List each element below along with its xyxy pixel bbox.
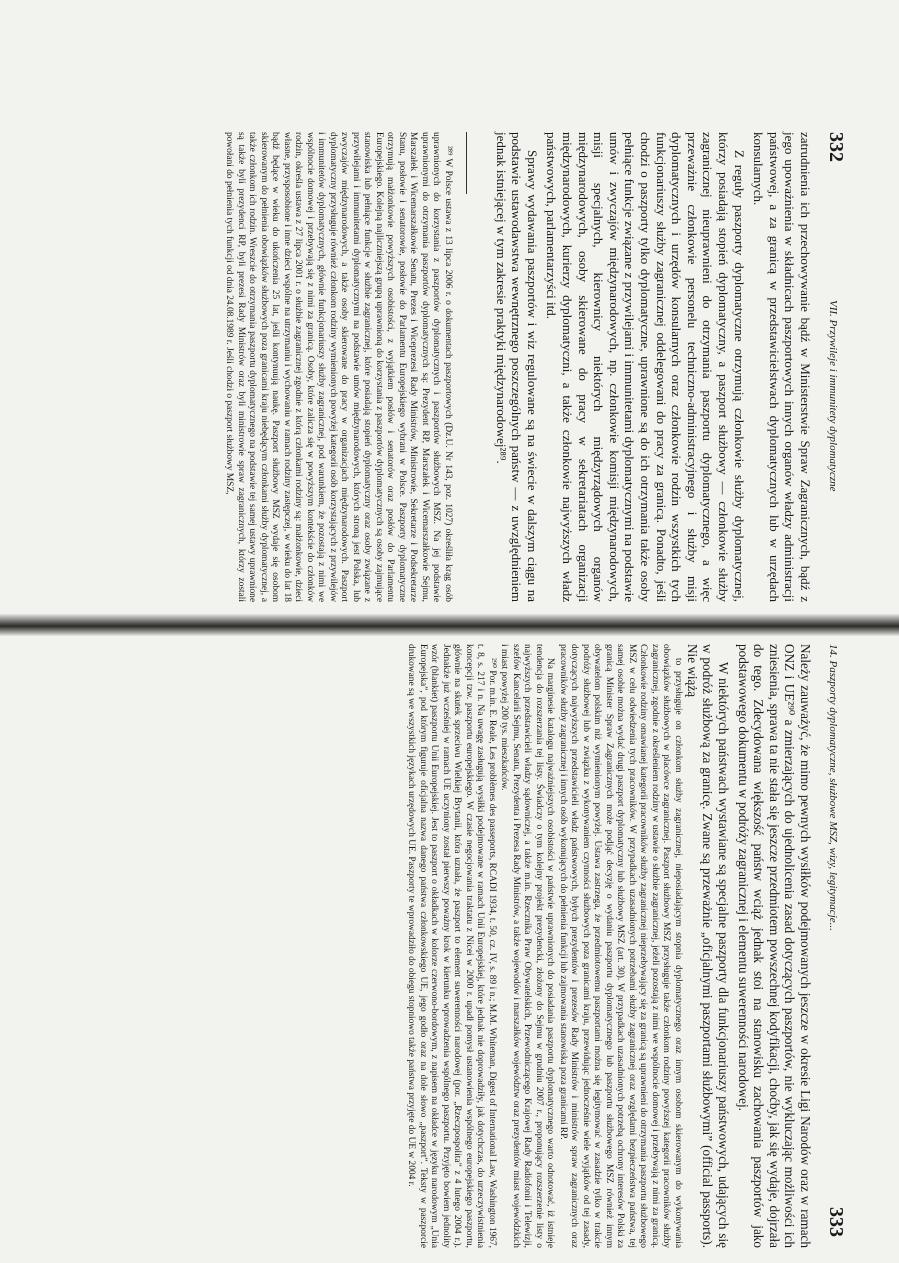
right-body-text (680, 644, 813, 1248)
paragraph: zatrudnienia ich przechowywanie bądź w Ministerstwie Spraw Zagranicznych, bądź z jego upoważnienia w składnicach paszportowych innych organów władzy administracji państwowej, a za granicą w przedstawicielstwach dyplomatycznych lub w urzędach konsularnych. (751, 132, 813, 602)
footnote: ²⁹⁰ Por. m.in. E. Reale, Les problèmes des passeports, RCADI 1934, t. 50, cz. IV, s. 89 i n.; M.M. Whiteman, Digest of International Law, Washington 1967, t. 8, s. 217 i n. Na uwagę zasługują wysiłki podejmowane w ramach Unii Europejskiej, które jednak nie doprowadziły, jak dotychczas, do urzeczywistnienia koncepcji tzw. paszportu europejskiego. W czasie negocjowania traktatu z Nicei w 2000 r. upadł pomysł ustanowienia wspólnego europejskiego paszportu, głównie na skutek sprzeciwu Wielkiej Brytanii, która uznała, że paszport to element suwerenności narodowej (por. „Rzeczpospolita” z 4 lutego 2004 r.). Jednakże już wcześniej w ramach UE uczyniony został pierwszy poważny krok w kierunku wprowadzenia wspólnego paszportu. Przyjęto bowiem jednolity wzór (blankiet) paszportu Unii Europejskiej. Jest to paszport o okładkach w kolorze czerwono-bordowym, z napisem na okładce w języku narodowym „Unia Europejska”, pod którym figuruje oficjalna nazwa danego państwa członkowskiego UE, jego godło oraz na dole słowo „paszport”. Teksty w paszporcie drukowane są we wszystkich językach urzędowych UE. Paszporty te wprowadziło do obiegu stopniowo także państwa przyjęte do UE w 2004 r. (406, 644, 497, 1248)
footnote: Na marginesie katalogu najważniejszych osobistości w państwie uprawnionych do posiadania paszportu dyplomatycznego warto odnotować, iż istnieje tendencja do rozszerzania tej listy. Świadczy o tym kolejny projekt prezydencki, złożony do Sejmu w grudniu 2007 r., proponujący rozszerzenie listy o najwyższych przedstawicieli władzy sądowniczej, a także m.in. Rzecznika Praw Obywatelskich, Przewodniczącego Krajowej Rady Radiofonii i Telewizji, szefów Kancelarii Sejmu, Senatu, Prezydenta i Prezesa Rady Ministrów, a także wojewodów i marszałków województw oraz prezydentów miast wojewódzkich i miast powyżej 200 tys. mieszkańców. (499, 644, 556, 1248)
right-page (0, 632, 899, 1263)
paragraph: Z reguły paszporty dyplomatyczne otrzymują członkowie służby dyplomatycznej, którzy posiadają stopień dyplomatyczny, a paszport służbowy — członkowie służby zagranicznej nieuprawnieni do otrzymania paszportu dyplomatycznego, a więc przeważnie członkowie personelu techniczno-administracyjnego i służby misji dyplomatycznych i urzędów konsularnych oraz członkowie rodzin wszystkich tych funkcjonariuszy służby zagranicznej oddelegowani do pracy za granicą. Ponadto, jeśli chodzi o paszporty tylko dyplomatyczne, uprawnione są do ich otrzymania także osoby pełniące funkcje związane z przywilejami i immunitetami dyplomatycznymi na podstawie umów i zwyczajów międzynarodowych, np. członkowie komisji międzynarodowych, misji specjalnych, kierownicy niektórych międzyrządowych organów międzynarodowych, osoby skierowane do pracy w sekretariatach organizacji międzynarodowych, kurierzy dyplomatyczni, a także członkowie najwyższych władz państwowych, parlamentarzyści itd. (544, 132, 747, 602)
paragraph: Sprawy wydawania paszportów i wiz regulowane są na świecie w dalszym ciągu na podstawie ustawodawstwa wewnętrznego poszczególnych państw — z uwzględnieniem jednak istniejącej w tym zakresie praktyki międzynarodowej²⁸⁹. (493, 132, 540, 602)
running-head-left: VII. Przywileje i immunitety dyplomatyczne (827, 300, 839, 492)
footnote: ²⁸⁹ W Polsce ustawa z 13 lipca 2006 r. o dokumentach paszportowych (Dz.U. Nr 143, poz. 1027) określiła krąg osób uprawnionych do korzystania z paszportów dyplomatycznych i paszportów służbowych MSZ. Na jej podstawie uprawnionymi do otrzymania paszportów dyplomatycznych są: Prezydent RP, Marszałek i Wicemarszałkowie Sejmu, Marszałek i Wicemarszałkowie Senatu, Prezes i Wiceprezesi Rady Ministrów, Ministrowie, Sekretarze i Podsekretarze Stanu, posłowie i senatorowie, posłowie do Parlamentu Europejskiego wybrani w Polsce. Paszporty dyplomatyczne otrzymują małżonkowie powyższych osobistości, z wyjątkiem posłów i senatorów oraz posłów do Parlamentu Europejskiego. Kolejną najliczniejszą grupą uprawnioną do korzystania z paszportów dyplomatycznych są osoby zajmujące stanowiska lub pełniące funkcje w służbie zagranicznej, które posiadają stopień dyplomatyczny oraz osoby związane z przywilejami i immunitetami dyplomatycznymi na podstawie umów międzynarodowych, których stroną jest Polska, lub zwyczajów międzynarodowych, a także osoby skierowane do pracy w organizacjach międzynarodowych. Paszport dyplomatyczny przysługuje również członkom rodziny wymienionych powyżej kategorii osób korzystających z przywilejów i immunitetów dyplomatycznych, głównie funkcjonariuszy służby zagranicznej, pod warunkiem, że pozostają z nimi we wspólnocie domowej i przebywają się z nimi za granicą. Osoby, które zalicza się w powyższym kontekście do członków rodzin, określa ustawa z 27 lipca 2001 r. o służbie zagranicznej zgodnie z którą członkami rodziny są: małżonkowie, dzieci własne, przysposobione i inne dzieci wspólne na utrzymaniu i wychowaniu w ramach rodziny zastępczej, w wieku do lat 18 bądź będące w wieku do ukończenia 25 lat, jeśli kontynuują naukę. Paszport służbowy MSZ wydaje się osobom skierowanym do pełnienia obowiązków służbowych poza granicami kraju niebędącym członkami służby dyplomatycznej, a także członkom ich rodzin. Wreszcie do otrzymania paszportu dyplomatycznego na podstawie tej samej ustawy uprawnione są także byli prezydenci RP, byli prezesi Rady Ministrów oraz byli ministrowie spraw zagranicznych, którzy zostali powołani do pełnienia tych funkcji od dnia 24.08.1989 r. Jeśli chodzi o paszport służbowy MSZ, (224, 132, 453, 602)
paragraph: W niektórych państwach wystawiane są specjalne paszporty dla funkcjonariuszy państwowych, udających się w podróż służbową za granicę. Zwane są przeważnie „oficjalnymi paszportami służbowymi” (official passports). Nie wiążą (684, 644, 732, 1248)
footnote-divider (466, 132, 467, 194)
paragraph: Należy zauważyć, że mimo pewnych wysiłków podejmowanych jeszcze w okresie Ligi Narodów oraz w ramach ONZ i UE²⁹⁰ a zmierzających do ujednolicenia zasad dotyczących paszportów, nie wykluczając możliwości ich zniesienia, sprawa ta nie stała się jeszcze przedmiotem powszechnej kodyfikacji, choćby, jak się wydaje, dojrzała do tego. Zdecydowana większość państw wciąż jednak stoi na stanowisku zachowania paszportów jako podstawowego dokumentu w podróży zagranicznej i elementu suwerenności narodowej. (735, 644, 813, 1248)
footnote: to przysługuje on członkom służby zagranicznej, nieposiadającym stopnia dyplomatycznego oraz innym osobom skierowanym do wykonywania obowiązków służbowych w placówce zagranicznej. Paszport służbowy MSZ przysługuje także członkom rodziny powyższej kategorii pracowników służby zagranicznej, zgodnie z określeniem rodziny w ustawie o służbie zagranicznej, jeżeli pozostają z nimi we wspólnocie domowej i przebywają z nimi za granicą. Członkowie rodziny omawianej kategorii pracowników służby zagranicznej nieprzebywający się za granicą są uprawnieni do otrzymania paszportu służbowego MSZ w celu odwiedzenia tych pracowników. W przypadkach uzasadnionych potrzebami służby zagranicznej oraz względami bezpieczeństwa państwa, tej samej osobie można wydać drugi paszport dyplomatyczny lub służbowy MSZ (art. 30). W przypadkach uzasadnionych potrzebą ochrony interesów Polski za granicą Minister Spraw Zagranicznych może podjąć decyzję o wydaniu paszportu dyplomatycznego lub paszportu służbowego MSZ również innym obywatelom polskim niż wymienionym powyżej. Ustawa zastrzega, że przedmiotowemu paszportami można się legitymować w zasadzie tylko w trakcie podróży służbowej lub w związku z wykonywaniem czynności służbowych poza granicami kraju, przewidując jednocześnie wiele wyjątków od tej zasady, dotyczących najwyższych przedstawicieli władz państwowych, byłych prezydentów i prezesów Rady Ministrów i ministrów spraw zagranicznych oraz pracowników służby zagranicznej i innych osób wykonujących do pełnienia funkcji lub zajmowania stanowiska poza granicami RP. (558, 644, 683, 1248)
left-footnotes (223, 132, 453, 602)
left-page (0, 0, 899, 616)
running-head-right: 14. Paszporty dyplomatyczne, służbowe MSZ, wizy, legitymacje... (827, 644, 839, 931)
page-number-left: 332 (825, 132, 847, 162)
left-body-text (489, 132, 813, 602)
right-footnotes (404, 644, 683, 1248)
page-number-right: 333 (825, 1207, 847, 1237)
